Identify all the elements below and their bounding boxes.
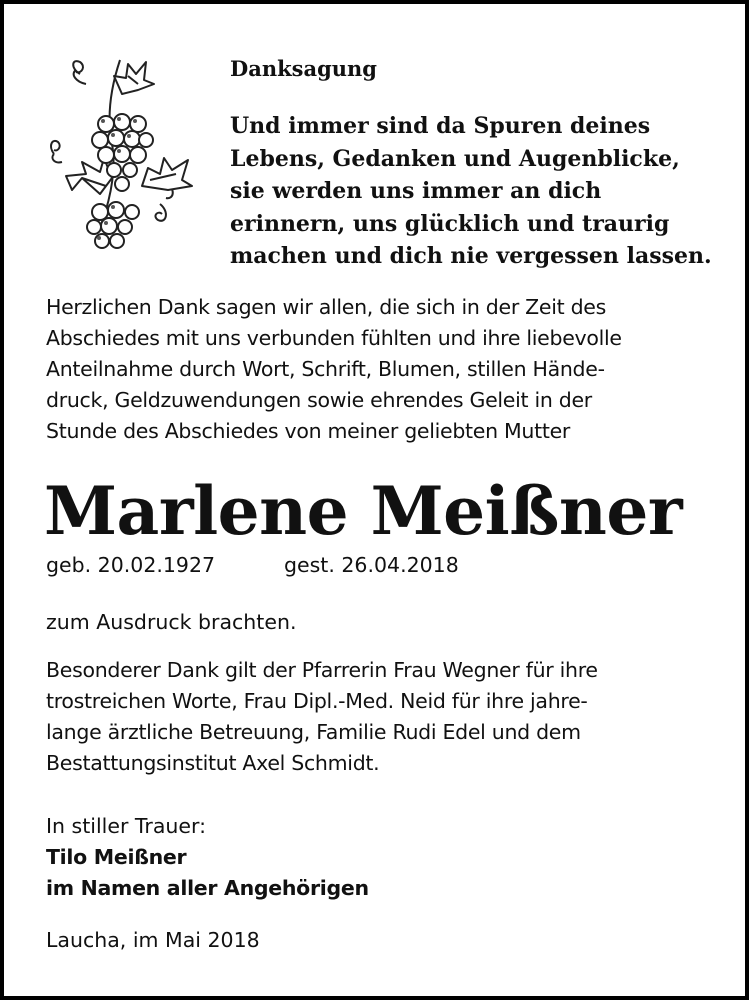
grapevine-icon [42,54,194,254]
poem-line: machen und dich nie vergessen lassen. [230,243,712,269]
signature-family: im Namen aller Angehörigen [46,876,369,900]
memorial-poem [230,110,712,273]
life-dates [46,553,459,577]
closing-line [46,607,296,638]
paragraph-line: trostreichen Worte, Frau Dipl.-Med. Neid für ihre jahre- [46,689,588,713]
paragraph-line: druck, Geldzuwendungen sowie ehrendes Geleit in der [46,388,592,412]
paragraph-line: Bestattungsinstitut Axel Schmidt. [46,751,380,775]
place-and-date: Laucha, im Mai 2018 [46,928,260,952]
paragraph-line: Stunde des Abschiedes von meiner geliebten Mutter [46,419,571,443]
paragraph-line: Anteilnahme durch Wort, Schrift, Blumen, stillen Hände- [46,357,605,381]
paragraph-line: Abschiedes mit uns verbunden fühlten und ihre liebevolle [46,326,622,350]
birth-date: geb. 20.02.1927 [46,553,216,577]
signature-block [46,811,369,904]
poem-line: Lebens, Gedanken und Augenblicke, [230,145,680,172]
paragraph-line: Herzlichen Dank sagen wir allen, die sich in der Zeit des [46,295,606,319]
special-thanks-paragraph [46,655,598,779]
signature-name: Tilo Meißner [46,845,187,869]
deceased-name: Marlene Meißner [44,472,683,550]
paragraph-line: lange ärztliche Betreuung, Familie Rudi Edel und dem [46,720,581,744]
poem-line: erinnern, uns glücklich und traurig [230,210,670,237]
poem-line: sie werden uns immer an dich [230,178,602,204]
thanks-intro-paragraph [46,292,622,447]
signature-intro: In stiller Trauer: [46,814,206,838]
paragraph-line: zum Ausdruck brachten. [46,610,297,634]
poem-line: Und immer sind da Spuren deines [230,113,651,139]
heading-danksagung: Danksagung [230,56,377,81]
death-date: gest. 26.04.2018 [284,553,459,577]
paragraph-line: Besonderer Dank gilt der Pfarrerin Frau Wegner für ihre [46,658,598,682]
